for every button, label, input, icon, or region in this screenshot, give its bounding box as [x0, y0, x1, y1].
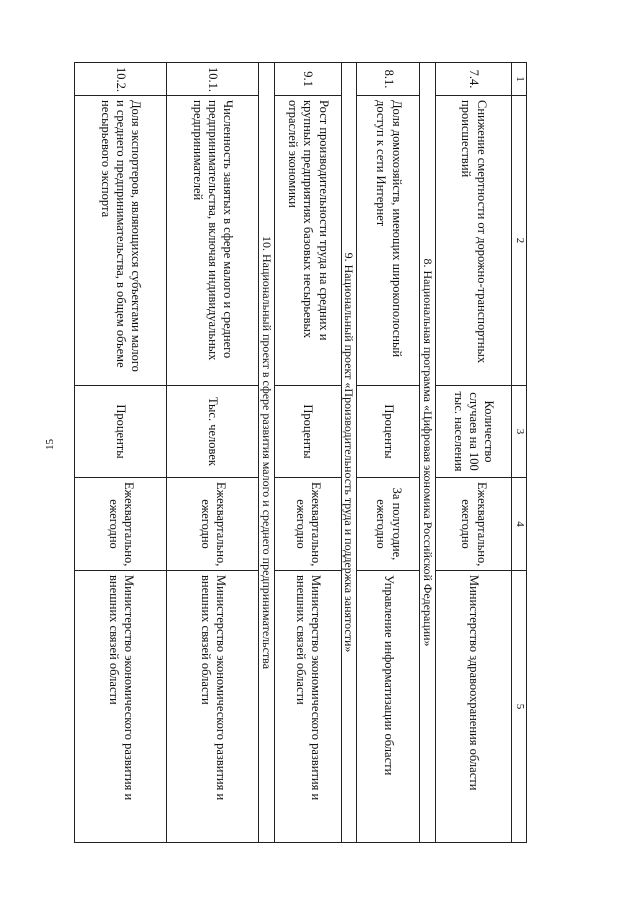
- responsible-body: Министерство экономического развития и внешних связей области: [274, 571, 341, 843]
- section-row: [341, 63, 357, 843]
- unit-of-measure: Проценты: [274, 386, 341, 478]
- reporting-period: Ежеквартально, ежегодно: [167, 478, 259, 571]
- responsible-body: Управление информатизации области: [357, 571, 420, 843]
- reporting-period: Ежеквартально, ежегодно: [274, 478, 341, 571]
- section-row: [259, 63, 275, 843]
- responsible-body: Министерство здравоохранения области: [436, 571, 512, 843]
- section-title: 10. Национальный проект в сфере развития малого и среднего предпринимательства: [259, 63, 275, 843]
- unit-of-measure: Проценты: [357, 386, 420, 478]
- header-col-5: 5: [512, 571, 527, 843]
- indicator-name: Численность занятых в сфере малого и среднего предпринимательства, включая индивидуальных предпринимателей: [167, 96, 259, 386]
- indicator-name: Снижение смертности от дорожно-транспортных происшествий: [436, 96, 512, 386]
- header-col-3: 3: [512, 386, 527, 478]
- indicators-table: [74, 62, 527, 843]
- header-col-4: 4: [512, 478, 527, 571]
- table-row: [75, 63, 167, 843]
- unit-of-measure: Количество случаев на 100 тыс. населения: [436, 386, 512, 478]
- row-number: 9.1: [274, 63, 341, 96]
- reporting-period: Ежеквартально, ежегодно: [436, 478, 512, 571]
- indicator-name: Доля экспортеров, являющихся субъектами малого и среднего предпринимательства, в общем объеме несырьевого экспорта: [75, 96, 167, 386]
- section-title: 8. Национальная программа «Цифровая экономика Российской Федерации»: [420, 63, 436, 843]
- unit-of-measure: Тыс. человек: [167, 386, 259, 478]
- responsible-body: Министерство экономического развития и внешних связей области: [167, 571, 259, 843]
- page-number: 15: [44, 439, 56, 450]
- header-row: [512, 63, 527, 843]
- header-col-2: 2: [512, 96, 527, 386]
- table-row: [167, 63, 259, 843]
- row-number: 8.1.: [357, 63, 420, 96]
- responsible-body: Министерство экономического развития и внешних связей области: [75, 571, 167, 843]
- reporting-period: За полугодие, ежегодно: [357, 478, 420, 571]
- table-row: [274, 63, 341, 843]
- header-col-1: 1: [512, 63, 527, 96]
- reporting-period: Ежеквартально, ежегодно: [75, 478, 167, 571]
- row-number: 10.2.: [75, 63, 167, 96]
- rotated-table-wrapper: [94, 62, 527, 842]
- table-row: [357, 63, 420, 843]
- unit-of-measure: Проценты: [75, 386, 167, 478]
- section-row: [420, 63, 436, 843]
- table-row: [436, 63, 512, 843]
- row-number: 7.4.: [436, 63, 512, 96]
- indicator-name: Рост производительности труда на средних и крупных предприятиях базовых несырьевых отраслей экономики: [274, 96, 341, 386]
- indicator-name: Доля домохозяйств, имеющих широкополосный доступ к сети Интернет: [357, 96, 420, 386]
- section-title: 9. Национальный проект «Производительность труда и поддержка занятости»: [341, 63, 357, 843]
- row-number: 10.1.: [167, 63, 259, 96]
